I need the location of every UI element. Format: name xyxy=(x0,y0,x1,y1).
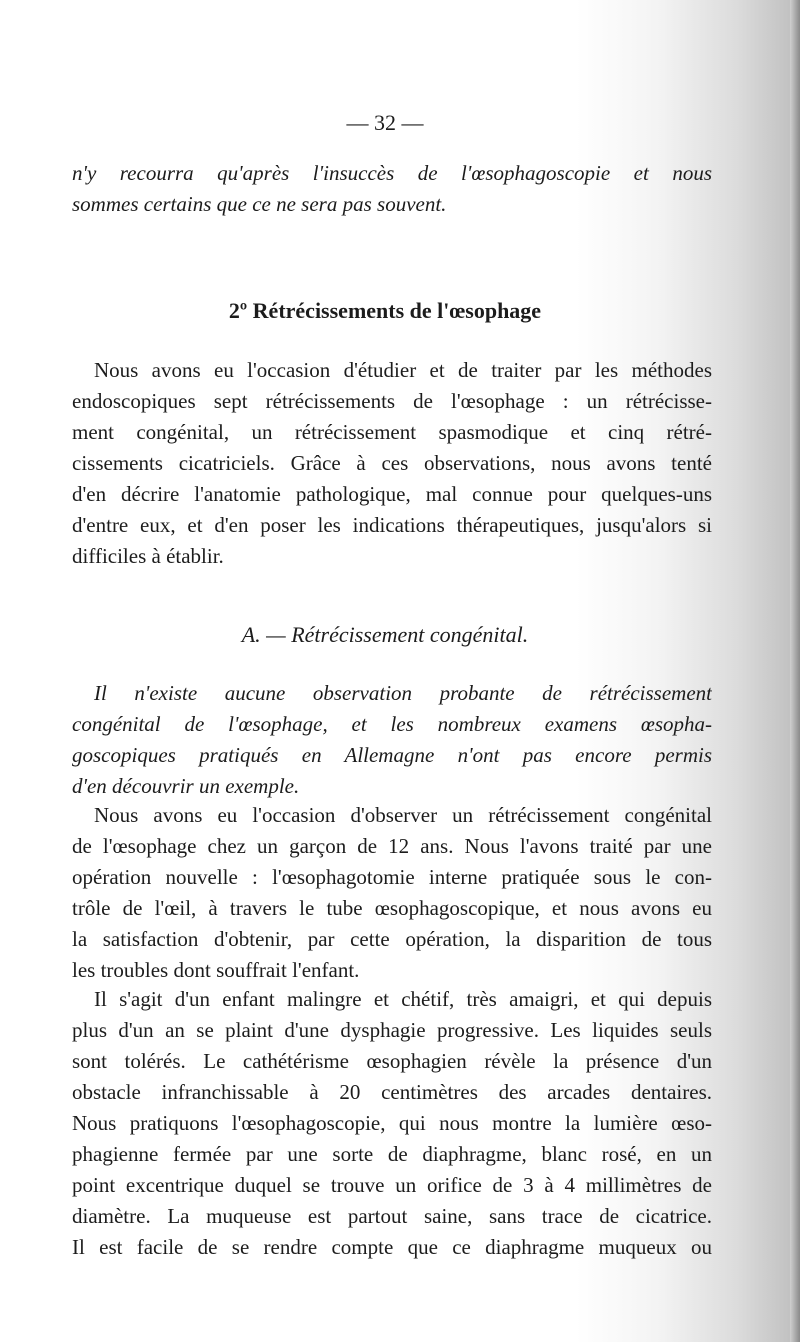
text-line: d'en décrire l'anatomie pathologique, mal connue pour quelques-uns xyxy=(72,482,712,506)
text-line: phagienne fermée par une sorte de diaphragme, blanc rosé, en un xyxy=(72,1142,712,1166)
text-line: ment congénital, un rétrécissement spasmodique et cinq rétré- xyxy=(72,420,712,444)
page-edge-shadow xyxy=(790,0,800,1342)
intro-paragraph xyxy=(72,355,712,572)
text-line: point excentrique duquel se trouve un orifice de 3 à 4 millimètres de xyxy=(72,1173,712,1197)
section-title: 2º Rétrécissements de l'œsophage xyxy=(228,298,542,323)
text-line: congénital de l'œsophage, et les nombreux examens œsopha- xyxy=(72,712,712,736)
text-line: trôle de l'œil, à travers le tube œsophagoscopique, et nous avons eu xyxy=(72,896,712,920)
subsection-title: A. — Rétrécissement congénital. xyxy=(241,622,529,647)
text-line: Il n'existe aucune observation probante de rétrécissement xyxy=(94,681,712,705)
text-line: endoscopiques sept rétrécissements de l'œsophage : un rétrécisse- xyxy=(72,389,712,413)
text-line: Il est facile de se rendre compte que ce diaphragme muqueux ou xyxy=(72,1235,712,1259)
case-paragraph xyxy=(72,800,712,986)
text-line: goscopiques pratiqués en Allemagne n'ont pas encore permis xyxy=(72,743,712,767)
text-line: sont tolérés. Le cathétérisme œsophagien révèle la présence d'un xyxy=(72,1049,712,1073)
text-line: obstacle infranchissable à 20 centimètres des arcades dentaires. xyxy=(72,1080,712,1104)
text-line: Nous avons eu l'occasion d'observer un rétrécissement congénital xyxy=(94,803,712,827)
text-line: difficiles à établir. xyxy=(72,544,224,568)
text-line: d'entre eux, et d'en poser les indications thérapeutiques, jusqu'alors si xyxy=(72,513,712,537)
text-line: n'y recourra qu'après l'insuccès de l'œsophagoscopie et nous xyxy=(72,161,712,185)
text-line: la satisfaction d'obtenir, par cette opération, la disparition de tous xyxy=(72,927,712,951)
text-line: d'en découvrir un exemple. xyxy=(72,774,300,798)
top-paragraph xyxy=(72,158,712,220)
text-line: sommes certains que ce ne sera pas souvent. xyxy=(72,192,447,216)
text-line: opération nouvelle : l'œsophagotomie interne pratiquée sous le con- xyxy=(72,865,712,889)
text-line: plus d'un an se plaint d'une dysphagie progressive. Les liquides seuls xyxy=(72,1018,712,1042)
last-paragraph xyxy=(72,984,712,1263)
text-line: cissements cicatriciels. Grâce à ces observations, nous avons tenté xyxy=(72,451,712,475)
text-line: Nous pratiquons l'œsophagoscopie, qui nous montre la lumière œso- xyxy=(72,1111,712,1135)
text-line: les troubles dont souffrait l'enfant. xyxy=(72,958,360,982)
page-number: — 32 — xyxy=(346,110,424,135)
text-line: de l'œsophage chez un garçon de 12 ans. Nous l'avons traité par une xyxy=(72,834,712,858)
text-line: diamètre. La muqueuse est partout saine, sans trace de cicatrice. xyxy=(72,1204,712,1228)
text-line: Nous avons eu l'occasion d'étudier et de traiter par les méthodes xyxy=(94,358,712,382)
italic-paragraph xyxy=(72,678,712,802)
text-line: Il s'agit d'un enfant malingre et chétif, très amaigri, et qui depuis xyxy=(94,987,712,1011)
